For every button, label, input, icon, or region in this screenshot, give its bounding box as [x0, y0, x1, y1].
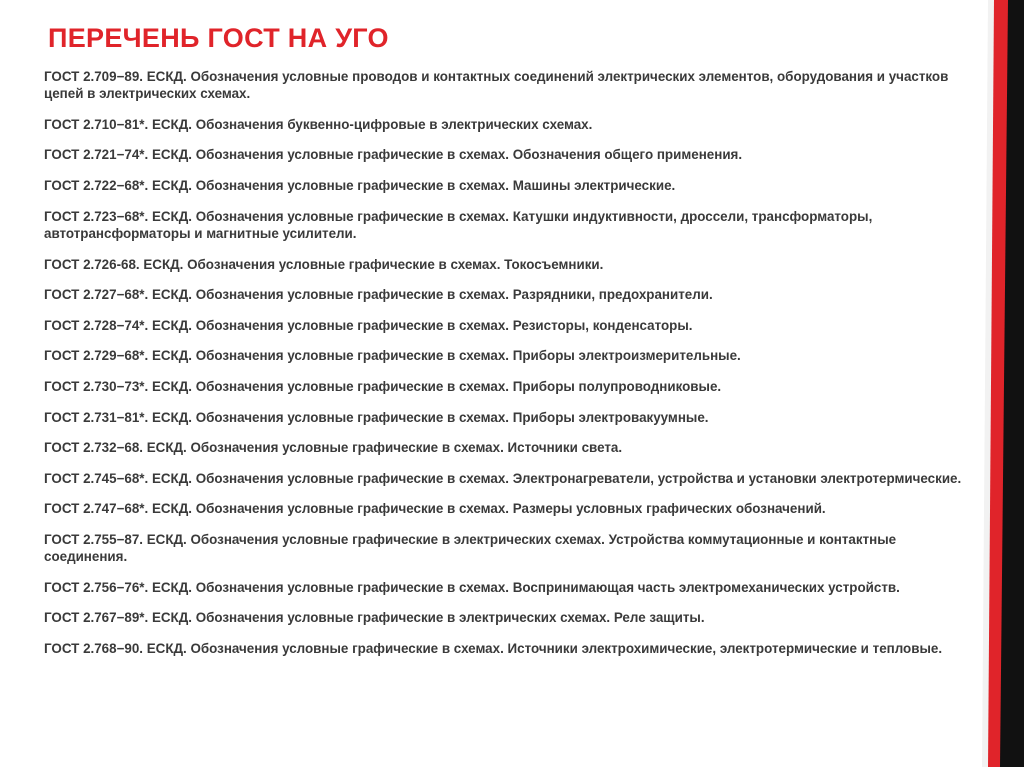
list-item: ГОСТ 2.710−81*. ЕСКД. Обозначения буквенно-цифровые в электрических схемах.: [44, 116, 593, 132]
list-item: ГОСТ 2.722−68*. ЕСКД. Обозначения условные графические в схемах. Машины электрические.: [44, 178, 676, 194]
list-item: ГОСТ 2.731−81*. ЕСКД. Обозначения условные графические в схемах. Приборы электровакуумные.: [44, 409, 709, 425]
list-item: ГОСТ 2.709−89. ЕСКД. Обозначения условные проводов и контактных соединений электрических элементов, оборудования и участков цепей в электрических схемах.: [44, 69, 949, 102]
list-item: ГОСТ 2.756−76*. ЕСКД. Обозначения условные графические в схемах. Воспринимающая часть электромеханических устройств.: [44, 579, 900, 595]
decorative-side-bars: [982, 0, 1024, 767]
list-item: ГОСТ 2.768−90. ЕСКД. Обозначения условные графические в схемах. Источники электрохимические, электротермические и тепловые.: [44, 640, 943, 656]
list-item: ГОСТ 2.767−89*. ЕСКД. Обозначения условные графические в электрических схемах. Реле защиты.: [44, 610, 705, 626]
list-item: ГОСТ 2.747−68*. ЕСКД. Обозначения условные графические в схемах. Размеры условных графических обозначений.: [44, 501, 826, 517]
list-item: ГОСТ 2.723−68*. ЕСКД. Обозначения условные графические в схемах. Катушки индуктивности, дроссели, трансформаторы, автотрансформаторы и магнитные усилители.: [44, 208, 873, 241]
gost-list: [44, 68, 964, 671]
list-item: ГОСТ 2.727−68*. ЕСКД. Обозначения условные графические в схемах. Разрядники, предохранители.: [44, 287, 713, 303]
list-item: ГОСТ 2.732−68. ЕСКД. Обозначения условные графические в схемах. Источники света.: [44, 440, 623, 456]
list-item: ГОСТ 2.726-68. ЕСКД. Обозначения условные графические в схемах. Токосъемники.: [44, 256, 604, 272]
list-item: ГОСТ 2.730−73*. ЕСКД. Обозначения условные графические в схемах. Приборы полупроводниковые.: [44, 378, 722, 394]
list-item: ГОСТ 2.729−68*. ЕСКД. Обозначения условные графические в схемах. Приборы электроизмерительные.: [44, 348, 741, 364]
slide-title: ПЕРЕЧЕНЬ ГОСТ НА УГО: [48, 23, 389, 53]
list-item: ГОСТ 2.728−74*. ЕСКД. Обозначения условные графические в схемах. Резисторы, конденсаторы.: [44, 317, 693, 333]
list-item: ГОСТ 2.745−68*. ЕСКД. Обозначения условные графические в схемах. Электронагреватели, устройства и установки электротермические.: [44, 470, 962, 486]
list-item: ГОСТ 2.755−87. ЕСКД. Обозначения условные графические в электрических схемах. Устройства коммутационные и контактные соединения.: [44, 531, 897, 565]
list-item: ГОСТ 2.721−74*. ЕСКД. Обозначения условные графические в схемах. Обозначения общего применения.: [44, 147, 743, 163]
